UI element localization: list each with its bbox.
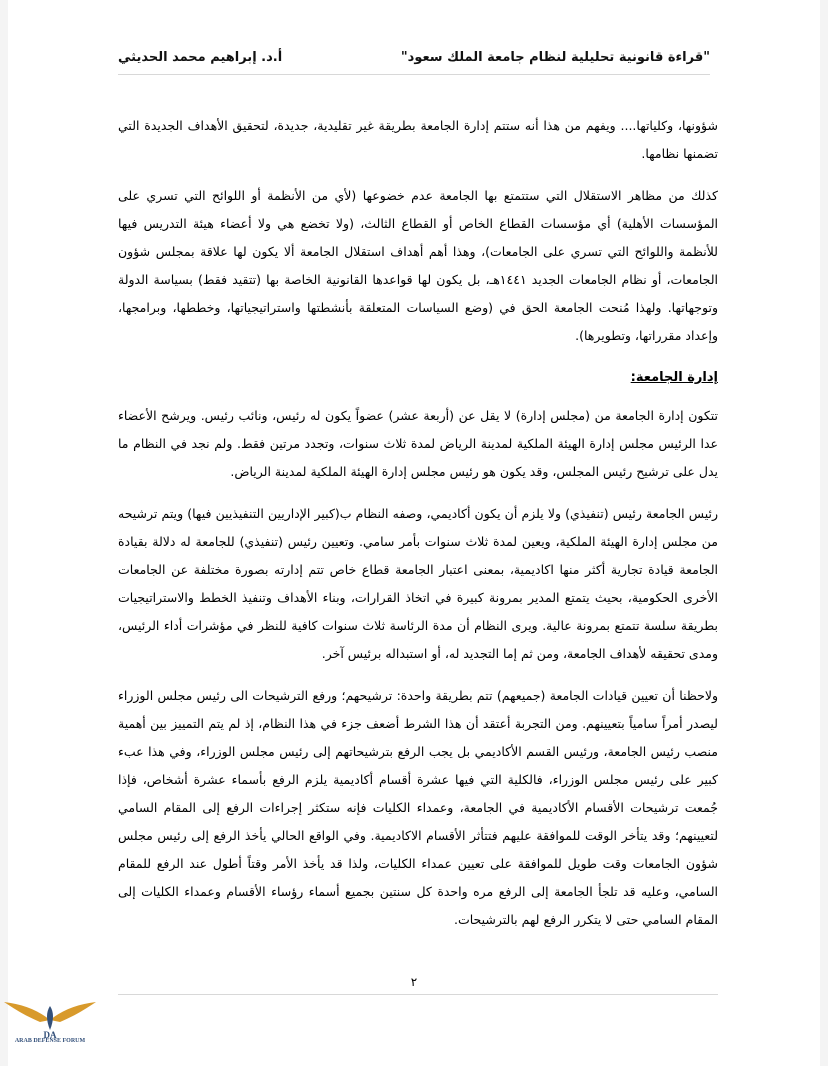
paragraph-2: كذلك من مظاهر الاستقلال التي ستتمتع بها الجامعة عدم خضوعها (لأي من الأنظمة أو اللوائح التي تسري على المؤسسات الأهلية) أي مؤسسات القطاع الخاص أو القطاع الثالث، (ولا تخضع هي ولا أعضاء هيئة التدريس فيها للأنظمة واللوائح التي تسري على الجامعات)، وهذا أهم أهداف استقلال الجامعة ألا يكون لها علاقة بمجلس شؤون الجامعات، أو نظام الجامعات الجديد ١٤٤١هـ، بل يكون لها قواعدها القانونية الخاصة بها (تتقيد فقط) بسياسة الدولة وتوجهاتها. ولهذا مُنحت الجامعة الحق في (وضع السياسات المتعلقة بأنشطتها واستراتيجياتها، وخططها، وبرامجها، وإعداد مقرراتها، وتطويرها). <box>118 188 718 343</box>
paragraph-1: شؤونها، وكلياتها.... ويفهم من هذا أنه ستتم إدارة الجامعة بطريقة غير تقليدية، جديدة، لتحقيق الأهداف الجديدة التي تضمنها نظامها. <box>118 118 718 161</box>
eagle-wings-icon <box>0 990 100 1040</box>
footer-divider <box>118 994 718 995</box>
header-author: أ.د. إبراهيم محمد الحديثي <box>118 50 283 65</box>
watermark-text: ARAB DEFENSE FORUM <box>14 1038 86 1044</box>
paragraph-4: رئيس الجامعة رئيس (تنفيذي) ولا يلزم أن يكون أكاديمي، وصفه النظام ب(كبير الإداريين التنفيذيين فيها) ويتم ترشيحه من مجلس إدارة الهيئة الملكية، ويعين لمدة ثلاث سنوات بأمر سامي. وتعيين رئيس (تنفيذي) للجامعة له دلالة بقيادة الجامعة قيادة تجارية أكثر منها اكاديمية، بمعنى اعتبار الجامعة قطاع خاص تتم إدارته بصورة مختلفة عن الجامعات الأخرى الحكومية، بحيث يتمتع المدير بمرونة كبيرة في اتخاذ القرارات، وبناء الأهداف وتنفيذ الخطط والاستراتيجيات بطريقة سلسة تتمتع بمرونة عالية. ويرى النظام أن مدة الرئاسة ثلاث سنوات كافية للنظر في مؤشرات أداء الرئيس، ومدى تحقيقه لأهداف الجامعة، ومن ثم إما التجديد له، أو استبداله برئيس آخر. <box>118 506 718 661</box>
page-header <box>118 44 710 75</box>
monogram: DA <box>43 1030 57 1040</box>
paragraph-3: تتكون إدارة الجامعة من (مجلس إدارة) لا يقل عن (أربعة عشر) عضواً يكون له رئيس، ونائب رئيس. ويرشح الأعضاء عدا الرئيس مجلس إدارة الهيئة الملكية لمدينة الرياض لمدة ثلاث سنوات، وتجدد مرتين فقط. ولم نجد في النظام ما يدل على ترشيح رئيس المجلس، وقد يكون هو رئيس مجلس إدارة الهيئة الملكية لمدينة الرياض. <box>118 408 718 479</box>
forum-watermark-logo <box>0 990 100 1066</box>
paragraph-5: ولاحظنا أن تعيين قيادات الجامعة (جميعهم) تتم بطريقة واحدة: ترشيحهم؛ ورفع الترشيحات الى رئيس مجلس الوزراء ليصدر أمراً سامياً بتعيينهم. ومن التجربة أعتقد أن هذا الشرط أضعف جزء في هذا النظام، إذ لم يتم التمييز بين أهمية منصب رئيس الجامعة، ورئيس القسم الأكاديمي بل يجب الرفع بترشيحاتهم إلى رئيس مجلس الوزراء، وفي هذا عبء كبير على رئيس مجلس الوزراء، فالكلية التي فيها عشرة أقسام أكاديمية يلزم الرفع بأسماء عشرة أشخاص، فإذا جُمعت ترشيحات الأقسام الأكاديمية في الجامعة، وعمداء الكليات فإنه ستكثر إجراءات الرفع إلى المقام السامي لتعيينهم؛ وقد يتأخر الوقت للموافقة عليهم فتتأثر الأقسام الاكاديمية. وفي الواقع الحالي يأخذ الرفع إلى رئيس مجلس شؤون الجامعات وقت طويل للموافقة على تعيين عمداء الكليات، ولذا قد يأخذ الأمر وقتاً أطول عند الرفع للمقام السامي، وعليه قد تلجأ الجامعة إلى الرفع مره واحدة كل سنتين بجميع أسماء رؤساء الأقسام وعمداء الكليات إلى المقام السامي حتى لا يتكرر الرفع لهم بالترشيحات. <box>118 688 718 927</box>
header-title: "قراءة قانونية تحليلية لنظام جامعة الملك سعود" <box>400 50 710 65</box>
document-page <box>8 0 820 1066</box>
page-number: ٢ <box>410 975 418 989</box>
section-heading: إدارة الجامعة: <box>630 370 718 385</box>
document-body <box>118 112 718 948</box>
